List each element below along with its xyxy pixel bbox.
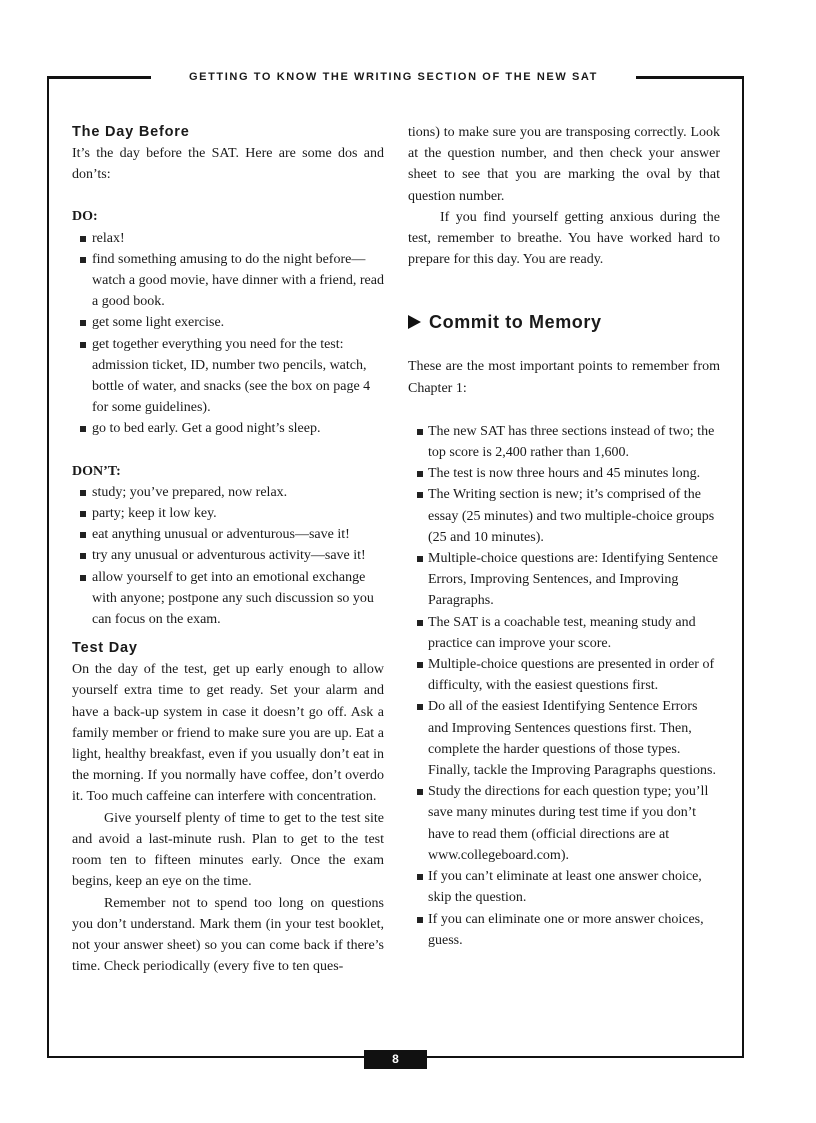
commit-item: Multiple-choice questions are: Identifying Sentence Errors, Improving Sentences, and Improving Paragraphs. xyxy=(408,548,720,612)
commit-item: Study the directions for each question type; you’ll save many minutes during test time if you don’t have to read them (official directions are at www.collegeboard.com). xyxy=(408,781,720,866)
right-column xyxy=(408,122,720,951)
test-day-paragraph: Give yourself plenty of time to get to the test site and avoid a last-minute rush. Plan to get to the test room ten to fifteen minutes early. Once the exam begins, keep an eye on the time. xyxy=(72,810,384,890)
commit-item: The Writing section is new; it’s comprised of the essay (25 minutes) and two multiple-choice groups (25 and 10 minutes). xyxy=(408,484,720,548)
dont-list xyxy=(72,482,384,630)
commit-item: If you can eliminate one or more answer choices, guess. xyxy=(408,909,720,951)
test-day-paragraph: On the day of the test, get up early enough to allow yourself extra time to get ready. Set your alarm and have a back-up system in case it doesn’t go off. Ask a family member or friend to make sure you are up. Eat a light, healthy breakfast, even if you usually don’t eat in the morning. If you normally have coffee, don’t overdo it. Too much caffeine can interfere with concentration. xyxy=(72,662,384,805)
do-item: relax! xyxy=(72,228,384,249)
do-item: go to bed early. Get a good night’s sleep. xyxy=(72,418,384,439)
commit-item: Do all of the easiest Identifying Sentence Errors and Improving Sentences questions first. Then, complete the harder questions of those types. Finally, tackle the Improving Paragraphs questions. xyxy=(408,696,720,781)
commit-title: Commit to Memory xyxy=(429,312,602,333)
day-before-heading: The Day Before xyxy=(72,124,190,140)
top-rule-left xyxy=(47,76,151,79)
test-day-heading: Test Day xyxy=(72,640,138,657)
dont-item: allow yourself to get into an emotional exchange with anyone; postpone any such discussion so you can focus on the exam. xyxy=(72,567,384,631)
commit-item: If you can’t eliminate at least one answer choice, skip the question. xyxy=(408,866,720,908)
commit-intro: These are the most important points to remember from Chapter 1: xyxy=(408,359,720,396)
top-rule-right xyxy=(636,76,744,79)
commit-list xyxy=(408,421,720,951)
dont-item: study; you’ve prepared, now relax. xyxy=(72,482,384,503)
dont-item: eat anything unusual or adventurous—save it! xyxy=(72,524,384,545)
anxious-paragraph: If you find yourself getting anxious during the test, remember to breathe. You have worked hard to prepare for this day. You are ready. xyxy=(408,209,720,268)
do-list xyxy=(72,228,384,440)
commit-item: Multiple-choice questions are presented in order of difficulty, with the easiest questions first. xyxy=(408,654,720,696)
page-number: 8 xyxy=(364,1050,427,1069)
dont-item: party; keep it low key. xyxy=(72,503,384,524)
do-item: get some light exercise. xyxy=(72,312,384,333)
commit-item: The SAT is a coachable test, meaning study and practice can improve your score. xyxy=(408,612,720,654)
dont-item: try any unusual or adventurous activity—save it! xyxy=(72,545,384,566)
dont-label: DON’T: xyxy=(72,463,121,479)
running-head: GETTING TO KNOW THE WRITING SECTION OF THE NEW SAT xyxy=(189,71,598,83)
test-day-paragraph: Remember not to spend too long on questions you don’t understand. Mark them (in your test booklet, not your answer sheet) so you can come back if there’s time. Check periodically (every five to ten ques- xyxy=(72,895,384,975)
continuation-paragraph: tions) to make sure you are transposing correctly. Look at the question number, and then check your answer sheet to see that you are marking the oval by that question number. xyxy=(408,125,720,204)
commit-heading xyxy=(408,310,720,334)
do-label: DO: xyxy=(72,209,98,225)
do-item: get together everything you need for the test: admission ticket, ID, number two pencils, watch, bottle of water, and snacks (see the box on page 4 for some guidelines). xyxy=(72,334,384,419)
commit-item: The new SAT has three sections instead of two; the top score is 2,400 rather than 1,600. xyxy=(408,421,720,463)
do-item: find something amusing to do the night before—watch a good movie, have dinner with a friend, read a good book. xyxy=(72,249,384,313)
triangle-arrow-icon xyxy=(408,315,421,329)
commit-item: The test is now three hours and 45 minutes long. xyxy=(408,463,720,484)
left-column xyxy=(72,122,384,977)
day-before-intro: It’s the day before the SAT. Here are some dos and don’ts: xyxy=(72,146,384,183)
